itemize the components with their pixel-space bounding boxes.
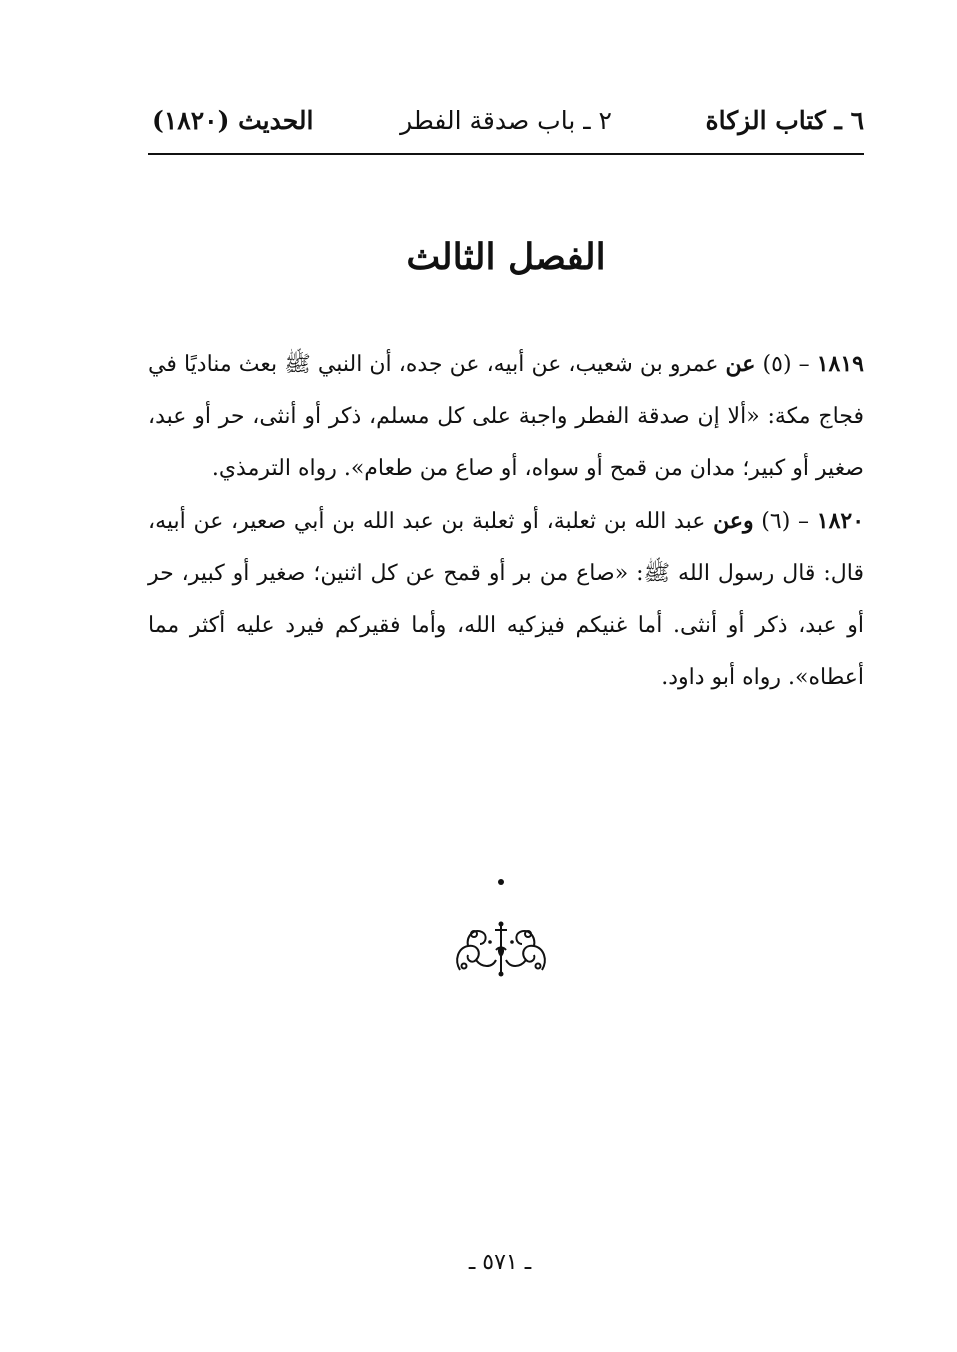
running-header xyxy=(148,100,864,150)
floral-ornament-icon xyxy=(452,920,550,978)
hadith-text-block xyxy=(148,338,864,704)
hadith-paragraph xyxy=(148,495,864,704)
hadith-number: ١٨٢٠ xyxy=(816,508,865,534)
hadith-source-ref: (٦) xyxy=(761,509,791,534)
header-book-title: ٦ ـ كتاب الزكاة xyxy=(705,106,864,135)
hadith-intro-word: عن xyxy=(725,351,756,377)
header-divider xyxy=(148,153,864,155)
separator-dot xyxy=(498,879,504,885)
hadith-body: عمرو بن شعيب، عن أبيه، عن جده، أن النبي ﷺ بعث مناديًا في فجاج مكة: «ألا إن صدقة الفطر واجبة على كل مسلم، ذكر أو أنثى، حر أو عبد، صغير أو كبير؛ مدان من قمح أو سواه، أو صاع من طعام». رواه الترمذي. xyxy=(148,352,864,481)
hadith-paragraph xyxy=(148,338,864,495)
hadith-dash: – xyxy=(791,352,810,377)
hadith-intro-word: وعن xyxy=(713,508,754,534)
header-chapter-title: ٢ ـ باب صدقة الفطر xyxy=(400,106,612,135)
hadith-body: عبد الله بن ثعلبة، أو ثعلبة بن عبد الله بن أبي صعير، عن أبيه، قال: قال رسول الله ﷺ: «صاع من بر أو قمح عن كل اثنين؛ صغير أو كبير، حر أو عبد، ذكر أو أنثى. أما غنيكم فيزكيه الله، وأما فقيركم فيرد عليه أكثر مما أعطاه». رواه أبو داود. xyxy=(148,509,864,690)
hadith-dash: – xyxy=(790,509,810,534)
section-title: الفصل الثالث xyxy=(406,236,606,278)
header-hadith-reference: الحديث (١٨٢٠) xyxy=(152,106,314,135)
hadith-source-ref: (٥) xyxy=(762,352,792,377)
hadith-number: ١٨١٩ xyxy=(816,351,864,377)
page-number: ـ ٥٧١ ـ xyxy=(468,1250,532,1275)
